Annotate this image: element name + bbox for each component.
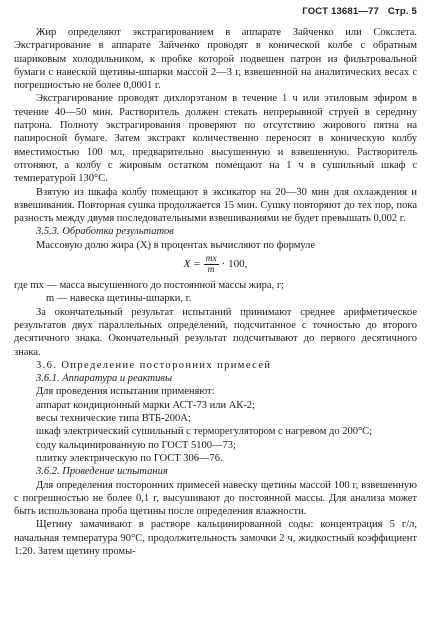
page-header [296,6,417,17]
fat-formula [14,254,417,275]
formula-fraction [204,254,219,275]
paragraph-fat-extraction: Жир определяют экстрагированием в аппарате Зайченко или Сокслета. Экстрагирование в аппарате Зайченко проводят в конической колбе с обратным шариковым холодильником, к пробке которой подвешен патрон из фильтровальной бумаги с навеской щетины-шпарки массой 2—3 г, взвешенной на аналитических весах с погрешностью не более 0,0001 г. [14,27,417,92]
paragraph-drying: Взятую из шкафа колбу помещают в эксикатор на 20—30 мин для охлаждения и взвешивания. Повторная сушка продолжается 15 мин. Сушку повторяют до тех пор, пока разность между двумя последовательными взвешиваниями не будет превышать 0,002 г. [14,186,417,225]
section-3-5-3-heading: 3.5.3. Обработка результатов [36,226,174,238]
formula-numerator: mx [205,254,217,265]
formula-denominator: m [207,265,215,276]
section-3-6-1-heading: 3.6.1. Аппаратура и реактивы [36,373,173,385]
paragraph-extraction-procedure: Экстрагирование проводят дихлорэтаном в течение 1 ч или этиловым эфиром в течение 40—50 мин. Растворитель должен стекать непрерывной струей в середину патрона. Полноту экстрагирования проверяют по отсутствию жирового пятна на папиросной бумаге. Затем экстракт количественно переносят в коническую колбу вместимостью 100 мл, предварительно высушенную и взвешенную. Растворитель отгоняют, а колбу с жировым остатком помещают на 1 ч в сушильный шкаф с температурой 130°С. [14,93,417,185]
section-3-6-heading: 3.6. Определение посторонних примесей [36,359,272,371]
paragraph-formula-intro: Массовую долю жира (X) в процентах вычисляют по формуле [36,239,316,251]
paragraph-soaking: Щетину замачивают в растворе кальцинированной соды: концентрация 5 г/л, начальная температура 90°С, продолжительность замочки 2 ч, жидкостный коэффициент 1:20. Затем щетину промы- [14,519,417,557]
equipment-item-2: весы технические типа ВТБ-200А; [36,413,191,425]
standard-number: ГОСТ 13681—77 [302,6,380,17]
paragraph-final-result: За окончательный результат испытаний принимают среднее арифметическое результатов двух параллельных определений, подсчитанное с точностью до второго десятичного знака. Окончательный результат подсчитывают до первого десятичного знака. [14,306,417,358]
page-number: Стр. 5 [387,6,417,17]
equipment-item-4: соду кальцинированную по ГОСТ 5100—73; [36,439,236,451]
formula-lhs: X = [183,257,201,270]
equipment-item-5: плитку электрическую по ГОСТ 306—76. [36,452,223,464]
formula-rhs: · 100, [221,257,248,270]
formula-where-mx: где mx — масса высушенного до постоянной массы жира, г; [14,280,285,292]
paragraph-impurities-procedure: Для определения посторонних примесей навеску щетины массой 100 г, взвешенную с погрешностью не более 0,1 г, высушивают до постоянной массы. Для анализа может быть использована проба щетины после определения влажности. [14,479,417,518]
formula-where-m: m — навеска щетины-шпарки, г. [46,293,192,305]
document-body [14,26,417,558]
section-3-6-2-heading: 3.6.2. Проведение испытания [36,466,168,478]
equipment-item-1: аппарат кондиционный марки АСТ-73 или АК-2; [36,399,255,411]
equipment-item-3: шкаф электрический сушильный с терморегулятором с нагревом до 200°С; [36,426,373,438]
paragraph-equipment-intro: Для проведения испытания применяют: [36,386,215,398]
